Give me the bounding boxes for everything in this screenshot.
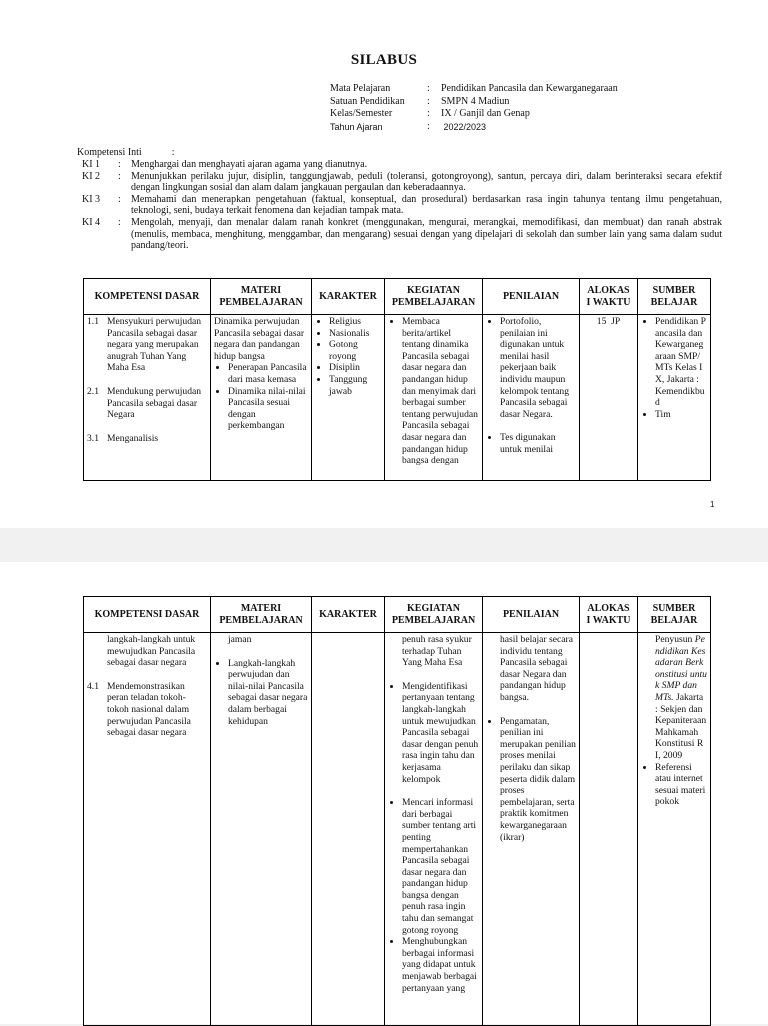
meta-value: SMPN 4 Madiun [441,95,510,107]
kd-text: Mensyukuri perwujudan Pancasila sebagai dasar negara yang merupakan anugrah Tuhan Yang Maha Esa [107,316,202,374]
meta-row-school: Satuan Pendidikan : SMPN 4 Madiun [330,95,510,107]
syllabus-table [83,278,711,481]
meta-row-class: Kelas/Semester : IX / Ganjil dan Genap [330,108,530,120]
cell-kompetensi-dasar [84,315,211,481]
ki-text: Menunjukkan perilaku jujur, disiplin, tanggungjawab, peduli (toleransi, gotongroyong), santun, percaya diri, dalam berinteraksi secara efektif dengan lingkungan sosial dan alam dalam jangkauan pergaulan dan keberadaannya. [131,170,722,194]
kd-continued: langkah-langkah untuk mewujudkan Pancasila sebagai dasar negara [107,634,196,669]
ki-heading: Kompetensi Inti : [77,147,175,158]
meta-key: Mata Pelajaran [330,83,391,94]
alokasi-value: 15 JP [596,316,621,327]
ki-item: KI 4 : Mengolah, menyaji, dan menalar dalam ranah konkret (menggunakan, mengurai, merangkai, memodifikasi, dan membuat) dan ranah abstrak (menulis, membaca, menghitung, menggambar, dan mengarang) sesuai dengan yang dipelajari di sekolah dan sumber lain yang sama dalam sudut pandang/teori. [82,216,722,252]
kegiatan-item: • Membaca berita/artikel tentang dinamika Pancasila sebagai dasar negara dan pandangan hidup dan menyimak dari berbagai sumber tentang perwujudan Pancasila sebagai dasar negara dan pandangan hidup bangsa dengan [402,316,479,467]
kd-item [87,386,207,421]
penilaian-continued: hasil belajar secara individu tentang Pancasila sebagai dasar Negara dan pandangan hidup bangsa. [500,634,573,703]
header-kegiatan: KEGIATAN PEMBELAJARAN [385,597,483,633]
karakter-item: • Nasionalis [329,328,381,340]
header-materi: MATERI PEMBELAJARAN [211,597,312,633]
header-kegiatan: KEGIATAN PEMBELAJARAN [385,279,483,315]
kd-item [87,433,207,445]
header-alokasi-waktu: ALOKASI WAKTU [580,597,638,633]
meta-key: Tahun Ajaran [330,121,383,132]
kd-number: 4.1 [87,680,99,692]
kegiatan-item: • Menghubungkan berbagai informasi yang didapat untuk menjawab berbagai pertanyaan yang [402,936,479,994]
syllabus-meta [330,83,618,133]
meta-key: Kelas/Semester [330,108,393,120]
sumber-item: • Pendidikan Pancasila dan Kewarganegaraan SMP/MTs Kelas IX, Jakarta : Kemendikbud [655,316,707,409]
header-materi: MATERI PEMBELAJARAN [211,279,312,315]
cell-sumber [638,633,711,1026]
ki-text: Mengolah, menyaji, dan menalar dalam ranah konkret (menggunakan, mengurai, merangkai, memodifikasi, dan membuat) dan ranah abstrak (menulis, membaca, menghitung, menggambar, dan mengarang) sesuai dengan yang dipelajari di sekolah dan sumber lain yang sama dalam sudut pandang/teori. [131,216,722,252]
cell-alokasi [580,633,638,1026]
meta-row-year: Tahun Ajaran : 2022/2023 [330,120,487,132]
materi-item: • Langkah-langkah perwujudan dan nilai-nilai Pancasila sebagai dasar negara dalam berbagai kehidupan [228,658,308,728]
meta-value: IX / Ganjil dan Genap [441,108,530,120]
kegiatan-continued: penuh rasa syukur terhadap Tuhan Yang Maha Esa [402,634,472,669]
ki-label: KI 1 [82,159,101,170]
header-alokasi-waktu: ALOKASI WAKTU [580,279,638,315]
cell-kegiatan [385,633,483,1026]
cell-materi [211,315,312,481]
sumber-publisher-label: Penyusun [655,634,693,645]
ki-heading-label: Kompetensi Inti [77,147,142,158]
karakter-item: • Gotong royong [329,339,381,362]
materi-item: • Penerapan Pancasila dari masa kemasa [228,362,308,385]
kd-text: Mendemonstrasikan peran teladan tokoh-tokoh nasional dalam perwujudan Pancasila sebagai dasar negara [107,680,191,739]
cell-karakter [312,633,385,1026]
cell-sumber [638,315,711,481]
ki-text: Memahami dan menerapkan pengetahuan (faktual, konseptual, dan prosedural) berdasarkan rasa ingin tahunya tentang ilmu pengetahuan, teknologi, seni, budaya terkait fenomena dan kejadian tampak mata. [131,193,722,217]
kd-text: Mendukung perwujudan Pancasila sebagai dasar Negara [107,385,202,421]
cell-kegiatan [385,315,483,481]
penilaian-item: • Tes digunakan untuk menilai [500,432,576,455]
kegiatan-item: • Mengidentifikasi pertanyaan tentang langkah-langkah untuk mewujudkan Pancasila sebagai dasar dengan penuh rasa ingin tahu dan kerjasama kelompok [402,681,479,785]
materi-intro: Dinamika perwujudan Pancasila sebagai dasar negara dan pandangan hidup bangsa [214,316,305,362]
header-penilaian: PENILAIAN [483,597,580,633]
karakter-item: • Tanggung jawab [329,374,381,397]
page-title: SILABUS [350,52,418,68]
sumber-publisher: Jakarta : Sekjen dan Kepaniteraan Mahkamah Konstitusi RI, 2009 [655,691,707,761]
page-number: 1 [710,500,715,509]
syllabus-table-continued [83,596,711,1026]
kd-number: 2.1 [87,385,99,397]
kd-item [87,316,207,374]
ki-label: KI 2 [82,170,101,182]
cell-kompetensi-dasar [84,633,211,1026]
kd-text: Menganalisis [107,432,159,444]
ki-item: KI 1 : Menghargai dan menghayati ajaran agama yang dianutnya. [82,159,722,171]
penilaian-item: • Pengamatan, penilian ini merupakan penilian proses menilai perilaku dan sikap peserta didik dalam proses pembelajaran, serta praktik komitmen kewarganegaraan (ikrar) [500,716,576,844]
sumber-item: • Tim [655,409,707,421]
header-sumber-belajar: SUMBER BELAJAR [638,597,711,633]
meta-key: Satuan Pendidikan [330,95,405,107]
header-karakter: KARAKTER [312,279,385,315]
cell-materi [211,633,312,1026]
materi-continued: jaman [228,634,252,645]
header-karakter: KARAKTER [312,597,385,633]
meta-value: 2022/2023 [441,121,487,132]
meta-row-subject: Mata Pelajaran : Pendidikan Pancasila dan Kewarganegaraan [330,83,618,94]
table-header-row [84,279,711,315]
cell-alokasi [580,315,638,481]
karakter-item: • Religius [329,316,381,328]
cell-karakter [312,315,385,481]
ki-item: KI 2 : Menunjukkan perilaku jujur, disiplin, tanggungjawab, peduli (toleransi, gotongroyong), santun, percaya diri, dalam berinteraksi secara efektif dengan lingkungan sosial dan alam dalam jangkauan pergaulan dan keberadaannya. [82,170,722,194]
sumber-item: • Referensi atau internet sesuai materi pokok [655,762,707,808]
header-kompetensi-dasar: KOMPETENSI DASAR [84,597,211,633]
header-penilaian: PENILAIAN [483,279,580,315]
kd-item [87,681,207,739]
ki-item: KI 3 : Memahami dan menerapkan pengetahuan (faktual, konseptual, dan prosedural) berdasarkan rasa ingin tahunya tentang ilmu pengetahuan, teknologi, seni, budaya terkait fenomena dan kejadian tampak mata. [82,193,722,217]
kd-number: 1.1 [87,316,99,327]
table-row [84,633,711,1026]
ki-label: KI 4 [82,216,101,228]
materi-item: • Dinamika nilai-nilai Pancasila sesuai dengan perkembangan [228,386,308,432]
table-header-row [84,597,711,633]
table-row [84,315,711,481]
ki-label: KI 3 [82,193,101,205]
sumber-continued [641,634,707,762]
ki-text: Menghargai dan menghayati ajaran agama yang dianutnya. [131,159,368,170]
header-kompetensi-dasar: KOMPETENSI DASAR [84,279,211,315]
cell-penilaian [483,633,580,1026]
header-sumber-belajar: SUMBER BELAJAR [638,279,711,315]
sumber-book-title: Pendidikan Kesadaran Berkonstitusi untuk SMP dan MTs. [655,634,707,703]
karakter-item: • Disiplin [329,362,381,374]
kegiatan-item: • Mencari informasi dari berbagai sumber tentang arti penting mempertahankan Pancasila sebagai dasar negara dan pandangan hidup bangsa dengan penuh rasa ingin tahu dan semangat gotong royong [402,797,479,936]
penilaian-item: • Portofolio, penilaian ini digunakan untuk menilai hasil pekerjaan baik individu maupun kelompok tentang Pancasila sebagai dasar Negara. [500,316,576,420]
cell-penilaian [483,315,580,481]
meta-value: Pendidikan Pancasila dan Kewarganegaraan [441,83,618,94]
kd-number: 3.1 [87,432,99,444]
ki-list [82,159,722,252]
